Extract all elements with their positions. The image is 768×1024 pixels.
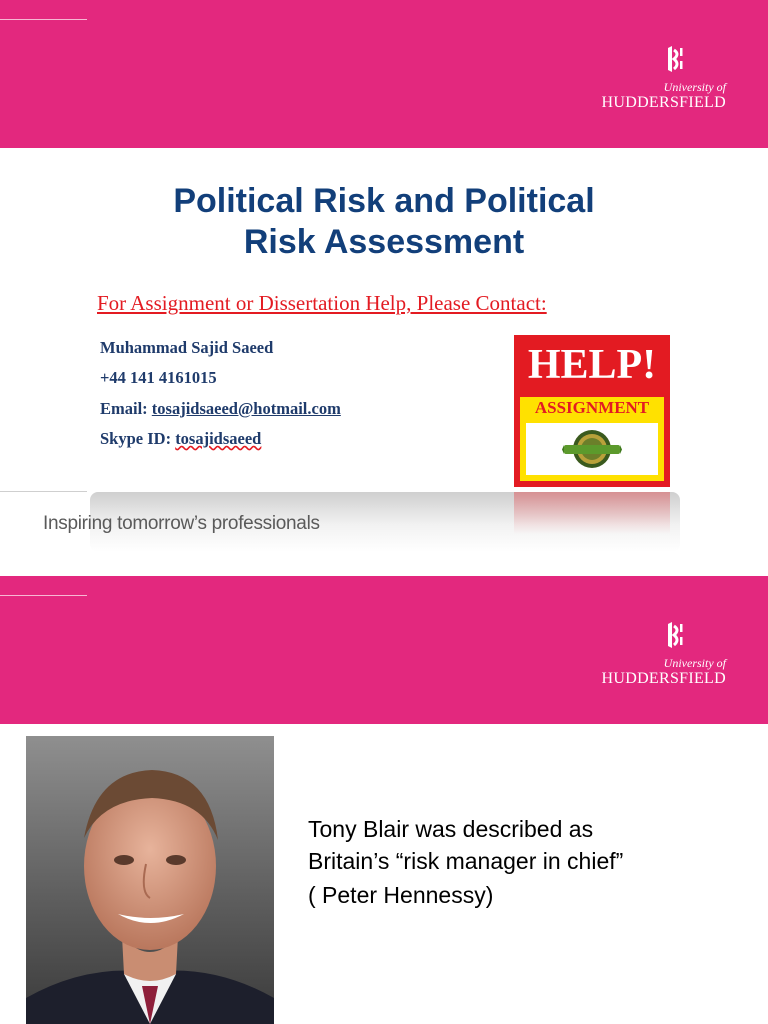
header-banner <box>0 0 768 148</box>
help-word: HELP! <box>527 342 657 388</box>
contact-name: Muhammad Sajid Saeed <box>100 338 274 357</box>
slide-2 <box>0 576 768 1024</box>
contact-email-row <box>100 399 341 419</box>
logo-text-huddersfield: HUDDERSFIELD <box>601 670 726 687</box>
skype-label: Skype ID: <box>100 429 172 448</box>
header-banner <box>0 576 768 724</box>
skype-id: tosajidsaeed <box>175 429 262 448</box>
logo-text-huddersfield: HUDDERSFIELD <box>601 94 726 111</box>
huddersfield-crest-icon <box>665 44 685 74</box>
page-title <box>84 181 684 263</box>
footer-rule <box>0 491 87 492</box>
help-badge-reflection <box>514 492 670 534</box>
quote-attribution: ( Peter Hennessy) <box>308 882 494 908</box>
no-plagiarism-seal-icon <box>562 427 622 471</box>
title-line-1: Political Risk and Political <box>173 182 595 220</box>
quote-line-2: Britain’s “risk manager in chief” <box>308 848 624 874</box>
contact-skype-row <box>100 429 261 449</box>
contact-phone: +44 141 4161015 <box>100 368 217 387</box>
tagline: Inspiring tomorrow’s professionals <box>43 513 320 534</box>
contact-heading: For Assignment or Dissertation Help, Please Contact: <box>97 291 547 315</box>
assignment-label: ASSIGNMENT <box>534 398 650 417</box>
help-assignment-badge <box>514 335 670 487</box>
email-label: Email: <box>100 399 148 418</box>
logo-text-university-of: University of <box>663 656 726 670</box>
title-line-2: Risk Assessment <box>243 223 525 261</box>
portrait-photo <box>26 736 274 1024</box>
banner-rule <box>0 19 87 20</box>
logo-text-university-of: University of <box>663 80 726 94</box>
portrait-image <box>26 736 274 1024</box>
quote-line-1: Tony Blair was described as <box>308 816 594 842</box>
seal-panel <box>526 423 658 475</box>
help-inner-panel <box>520 397 664 481</box>
banner-rule <box>0 595 87 596</box>
email-link[interactable]: tosajidsaeed@hotmail.com <box>151 399 341 418</box>
huddersfield-crest-icon <box>665 620 685 650</box>
